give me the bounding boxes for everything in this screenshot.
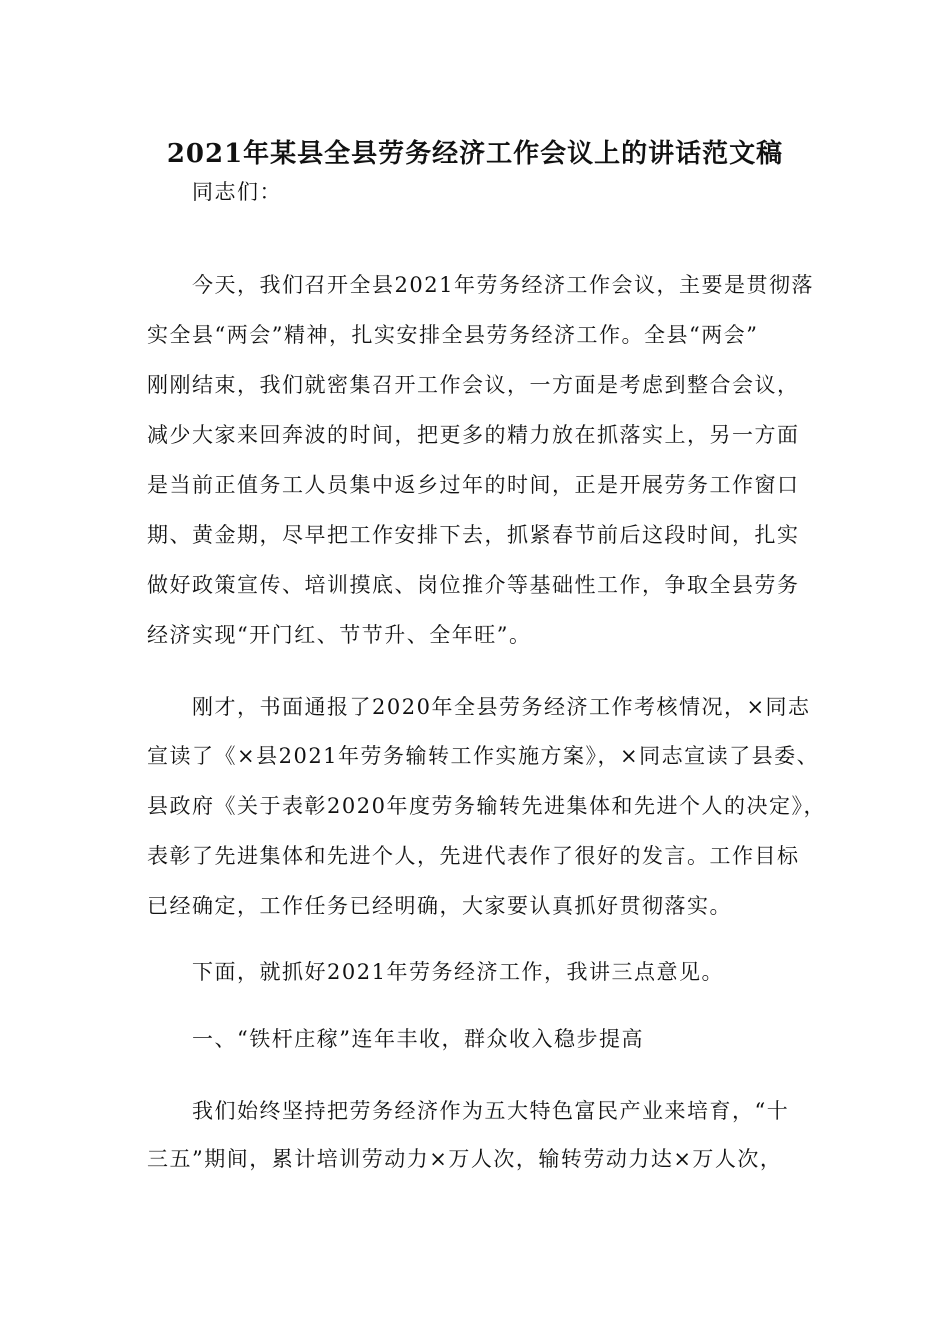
paragraph-1-line-7: 做好政策宣传、培训摸底、岗位推介等基础性工作，争取全县劳务 xyxy=(147,573,800,597)
paragraph-1-line-5: 是当前正值务工人员集中返乡过年的时间，正是开展劳务工作窗口 xyxy=(147,473,800,497)
paragraph-4-line-2: 三五”期间，累计培训劳动力×万人次，输转劳动力达×万人次， xyxy=(147,1147,783,1171)
document-title: 2021年某县全县劳务经济工作会议上的讲话范文稿 xyxy=(166,139,784,169)
section-heading-1: 一、“铁杆庄稼”连年丰收，群众收入稳步提高 xyxy=(192,1027,644,1051)
paragraph-1-line-2: 实全县“两会”精神，扎实安排全县劳务经济工作。全县“两会” xyxy=(147,323,759,347)
paragraph-1-line-6: 期、黄金期，尽早把工作安排下去，抓紧春节前后这段时间，扎实 xyxy=(147,523,800,547)
paragraph-1-line-1: 今天，我们召开全县2021年劳务经济工作会议，主要是贯彻落 xyxy=(192,273,814,297)
paragraph-2-line-1: 刚才，书面通报了2020年全县劳务经济工作考核情况，×同志 xyxy=(192,695,811,719)
paragraph-1-line-8: 经济实现“开门红、节节升、全年旺”。 xyxy=(147,623,532,647)
paragraph-1-line-4: 减少大家来回奔波的时间，把更多的精力放在抓落实上，另一方面 xyxy=(147,423,800,447)
paragraph-1-line-3: 刚刚结束，我们就密集召开工作会议，一方面是考虑到整合会议， xyxy=(147,373,800,397)
paragraph-2-line-4: 表彰了先进集体和先进个人，先进代表作了很好的发言。工作目标 xyxy=(147,844,800,868)
paragraph-3-line-1: 下面，就抓好2021年劳务经济工作，我讲三点意见。 xyxy=(192,960,724,984)
paragraph-2-line-5: 已经确定，工作任务已经明确，大家要认真抓好贯彻落实。 xyxy=(147,894,732,918)
paragraph-4-line-1: 我们始终坚持把劳务经济作为五大特色富民产业来培育，“十 xyxy=(192,1099,790,1123)
paragraph-2-line-2: 宣读了《×县2021年劳务输转工作实施方案》，×同志宣读了县委、 xyxy=(147,744,820,768)
paragraph-2-line-3: 县政府《关于表彰2020年度劳务输转先进集体和先进个人的决定》， xyxy=(147,794,826,818)
salutation: 同志们： xyxy=(192,180,282,204)
